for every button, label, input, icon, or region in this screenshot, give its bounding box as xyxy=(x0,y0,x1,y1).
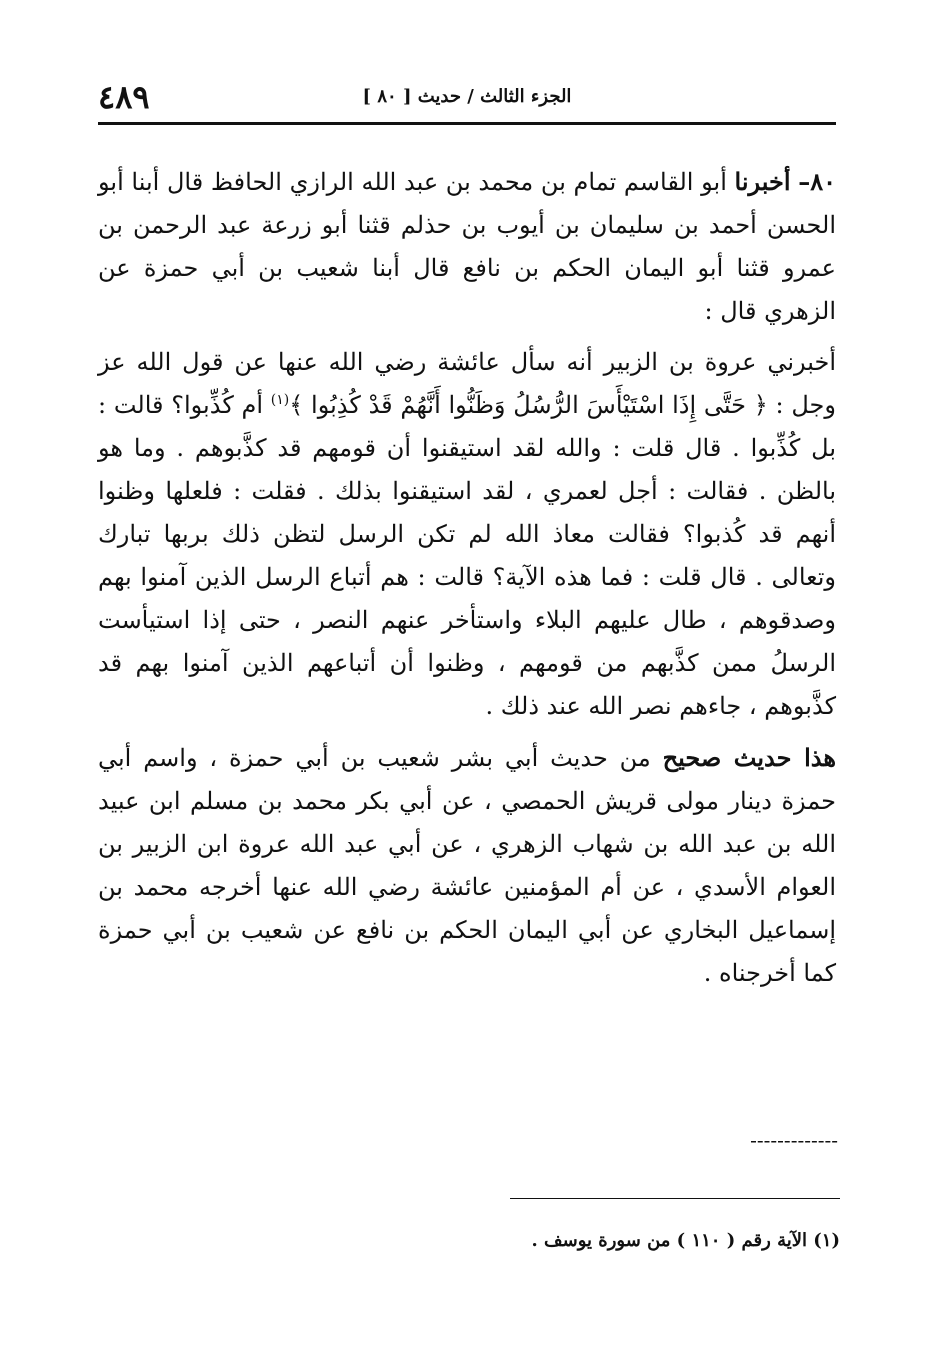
grading-paragraph xyxy=(98,736,836,995)
running-head: الجزء الثالث / حديث [ ٨٠ ] xyxy=(362,86,572,107)
page-number: ٤٨٩ xyxy=(98,78,150,116)
footnote: (١) الآية رقم ( ١١٠ ) من سورة يوسف . xyxy=(531,1230,840,1251)
footnote-marker: (١) xyxy=(270,392,290,408)
isnad-paragraph xyxy=(98,160,836,333)
grading-text: من حديث أبي بشر شعيب بن أبي حمزة ، واسم أبي حمزة دينار مولى قريش الحمصي ، عن أبي بكر محمد بن مسلم ابن عبيد الله بن عبد الله بن شهاب الزهري ، عن أبي عبد الله عروة ابن الزبير بن العوام الأسدي ، عن أم المؤمنين عائشة رضي الله عنها أخرجه محمد بن إسماعيل البخاري عن أبي اليمان الحكم بن نافع عن شعيب بن أبي حمزة كما أخرجناه . xyxy=(98,744,836,987)
quran-verse: ﴿ حَتَّى إِذَا اسْتَيْأَسَ الرُّسُلُ وَظَنُّوا أَنَّهُمْ قَدْ كُذِبُوا ﴾ xyxy=(289,391,768,419)
isnad-lead-word: أخبرنا xyxy=(734,167,791,196)
header-rule xyxy=(98,122,836,125)
matn-text-part2: أم كُذِّبوا؟ قالت : بل كُذِّبوا . قال قلت : والله لقد استيقنوا أن قومهم قد كذَّبوهم . وما هو بالظن . فقالت : أجل لعمري ، لقد استيقنوا بذلك . فقلت : فلعلها وظنوا أنهم قد كُذبوا؟ فقالت معاذ الله لم تكن الرسل لتظن ذلك بربها تبارك وتعالى . قال قلت : فما هذه الآية؟ قالت : هم أتباع الرسل الذين آمنوا بهم وصدقوهم ، طال عليهم البلاء واستأخر عنهم النصر ، حتى إذا استيأست الرسلُ ممن كذَّبهم من قومهم ، وظنوا أن أتباعهم الذين آمنوا بهم قد كذَّبوهم ، جاءهم نصر الله عند ذلك . xyxy=(98,391,836,720)
section-separator: ------------- xyxy=(750,1128,838,1152)
footnote-rule xyxy=(510,1198,840,1199)
main-text xyxy=(98,160,836,1003)
isnad-text: أبو القاسم تمام بن محمد بن عبد الله الرازي الحافظ قال أبنا أبو الحسن أحمد بن سليمان بن أيوب بن حذلم قثنا أبو زرعة عبد الرحمن بن عمرو قثنا أبو اليمان الحكم بن نافع قال أبنا شعيب بن أبي حمزة عن الزهري قال : xyxy=(98,168,837,325)
grading-lead: هذا حديث صحيح xyxy=(662,743,836,772)
hadith-number: ٨٠– xyxy=(798,167,836,196)
matn-paragraph xyxy=(98,341,836,728)
matn-text-part1: أخبرني عروة بن الزبير أنه سأل عائشة رضي الله عنها عن قول الله عز وجل : xyxy=(98,348,836,419)
page-header xyxy=(98,78,836,118)
